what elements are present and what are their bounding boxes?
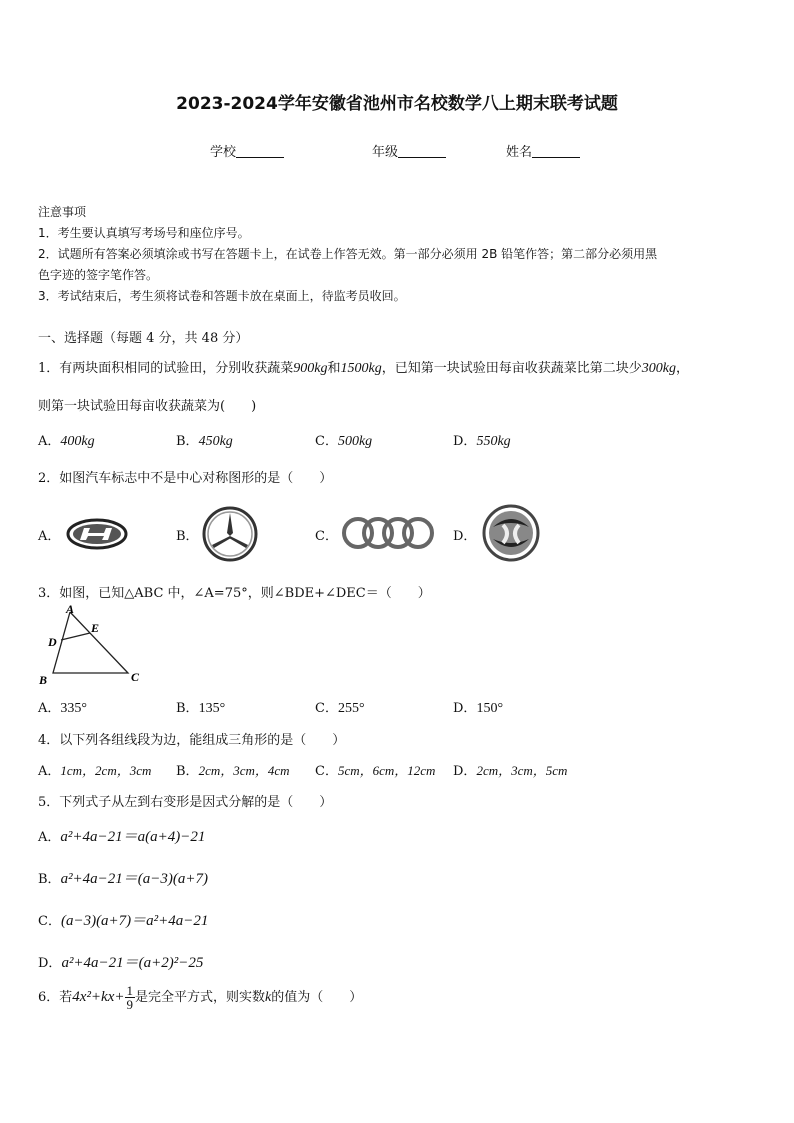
grade-field — [372, 141, 446, 160]
q3-option-c[interactable]: C．255° — [315, 701, 365, 716]
q4-option-c[interactable]: C．5cm，6cm，12cm — [315, 763, 436, 779]
value-300kg: 300kg — [641, 361, 676, 376]
name-label: 姓名 — [506, 145, 533, 160]
q5-option-a[interactable]: A．a²+4a−21＝a(a+4)−21 — [38, 829, 206, 845]
note-item: 2．试题所有答案必须填涂或书写在答题卡上，在试卷上作答无效。第一部分必须用 2B 铅笔作答；第二部分必须用黑 — [38, 247, 658, 261]
q1-option-a[interactable]: A．400kg — [38, 434, 95, 449]
label-e: E — [91, 621, 100, 635]
question-1-stem-line2: 则第一块试验田每亩收获蔬菜为( ) — [38, 399, 257, 414]
grade-label: 年级 — [372, 145, 399, 160]
hyundai-logo-icon — [66, 517, 128, 551]
q5-option-b[interactable]: B．a²+4a−21＝(a−3)(a+7) — [38, 871, 209, 887]
q3-option-d[interactable]: D．150° — [453, 701, 504, 716]
q2-option-a-label[interactable]: A． — [38, 529, 61, 544]
q1-option-c[interactable]: C．500kg — [315, 434, 373, 449]
label-d: D — [48, 635, 57, 649]
name-blank[interactable] — [532, 144, 580, 158]
section-heading: 一、选择题（每题 4 分，共 48 分） — [38, 331, 249, 346]
fraction-one-ninth: $\frac{1}{9}$ — [126, 983, 133, 1012]
label-b: B — [39, 673, 48, 687]
name-field — [506, 141, 580, 160]
q6-variable-k: k — [265, 990, 272, 1005]
value-1500kg: 1500kg — [340, 361, 382, 376]
q2-option-c-label[interactable]: C． — [315, 529, 338, 544]
q4-option-d[interactable]: D．2cm，3cm，5cm — [453, 763, 568, 779]
q4-option-a[interactable]: A．1cm，2cm，3cm — [38, 763, 152, 779]
question-1-stem: 1．有两块面积相同的试验田，分别收获蔬菜900kg和1500kg，已知第一块试验田每亩收获蔬菜比第二块少300kg， — [38, 361, 689, 376]
q3-option-a[interactable]: A．335° — [38, 701, 87, 716]
dongfeng-logo-icon — [481, 503, 541, 563]
page-title: 2023-2024学年安徽省池州市名校数学八上期末联考试题 — [176, 94, 618, 114]
q5-option-c[interactable]: C．(a−3)(a+7)＝a²+4a−21 — [38, 913, 209, 929]
mercedes-logo-icon — [201, 505, 259, 563]
question-3-stem: 3．如图，已知△ABC 中，∠A=75°，则∠BDE+∠DEC＝（ ） — [38, 586, 431, 601]
question-2-stem: 2．如图汽车标志中不是中心对称图形的是（ ） — [38, 471, 333, 486]
triangle-abc-figure — [34, 601, 154, 689]
note-item: 3．考试结束后，考生须将试卷和答题卡放在桌面上，待监考员收回。 — [38, 289, 406, 303]
school-field — [210, 141, 284, 160]
school-label: 学校 — [210, 145, 237, 160]
school-blank[interactable] — [236, 144, 284, 158]
question-6-stem: 6．若4x²+kx+ $\frac{1}{9}$ 是完全平方式，则实数k的值为（ ） — [38, 983, 363, 1012]
question-5-stem: 5．下列式子从左到右变形是因式分解的是（ ） — [38, 795, 333, 810]
grade-blank[interactable] — [398, 144, 446, 158]
q1-option-b[interactable]: B．450kg — [176, 434, 233, 449]
q4-option-b[interactable]: B．2cm，3cm，4cm — [176, 763, 290, 779]
q3-option-b[interactable]: B．135° — [176, 701, 226, 716]
q1-option-d[interactable]: D．550kg — [453, 434, 511, 449]
label-a: A — [66, 602, 75, 616]
q5-option-d[interactable]: D．a²+4a−21＝(a+2)²−25 — [38, 955, 204, 971]
q2-option-d-label[interactable]: D． — [453, 529, 477, 544]
note-item: 色字迹的签字笔作答。 — [38, 268, 159, 282]
question-4-stem: 4．以下列各组线段为边，能组成三角形的是（ ） — [38, 733, 346, 748]
audi-rings-logo-icon — [340, 515, 438, 551]
q2-option-b-label[interactable]: B． — [176, 529, 199, 544]
note-item: 1．考生要认真填写考场号和座位序号。 — [38, 226, 250, 240]
value-900kg: 900kg — [293, 361, 328, 376]
label-c: C — [131, 670, 140, 684]
q6-expression: 4x²+kx+ — [72, 989, 125, 1005]
notes-heading: 注意事项 — [38, 205, 87, 219]
